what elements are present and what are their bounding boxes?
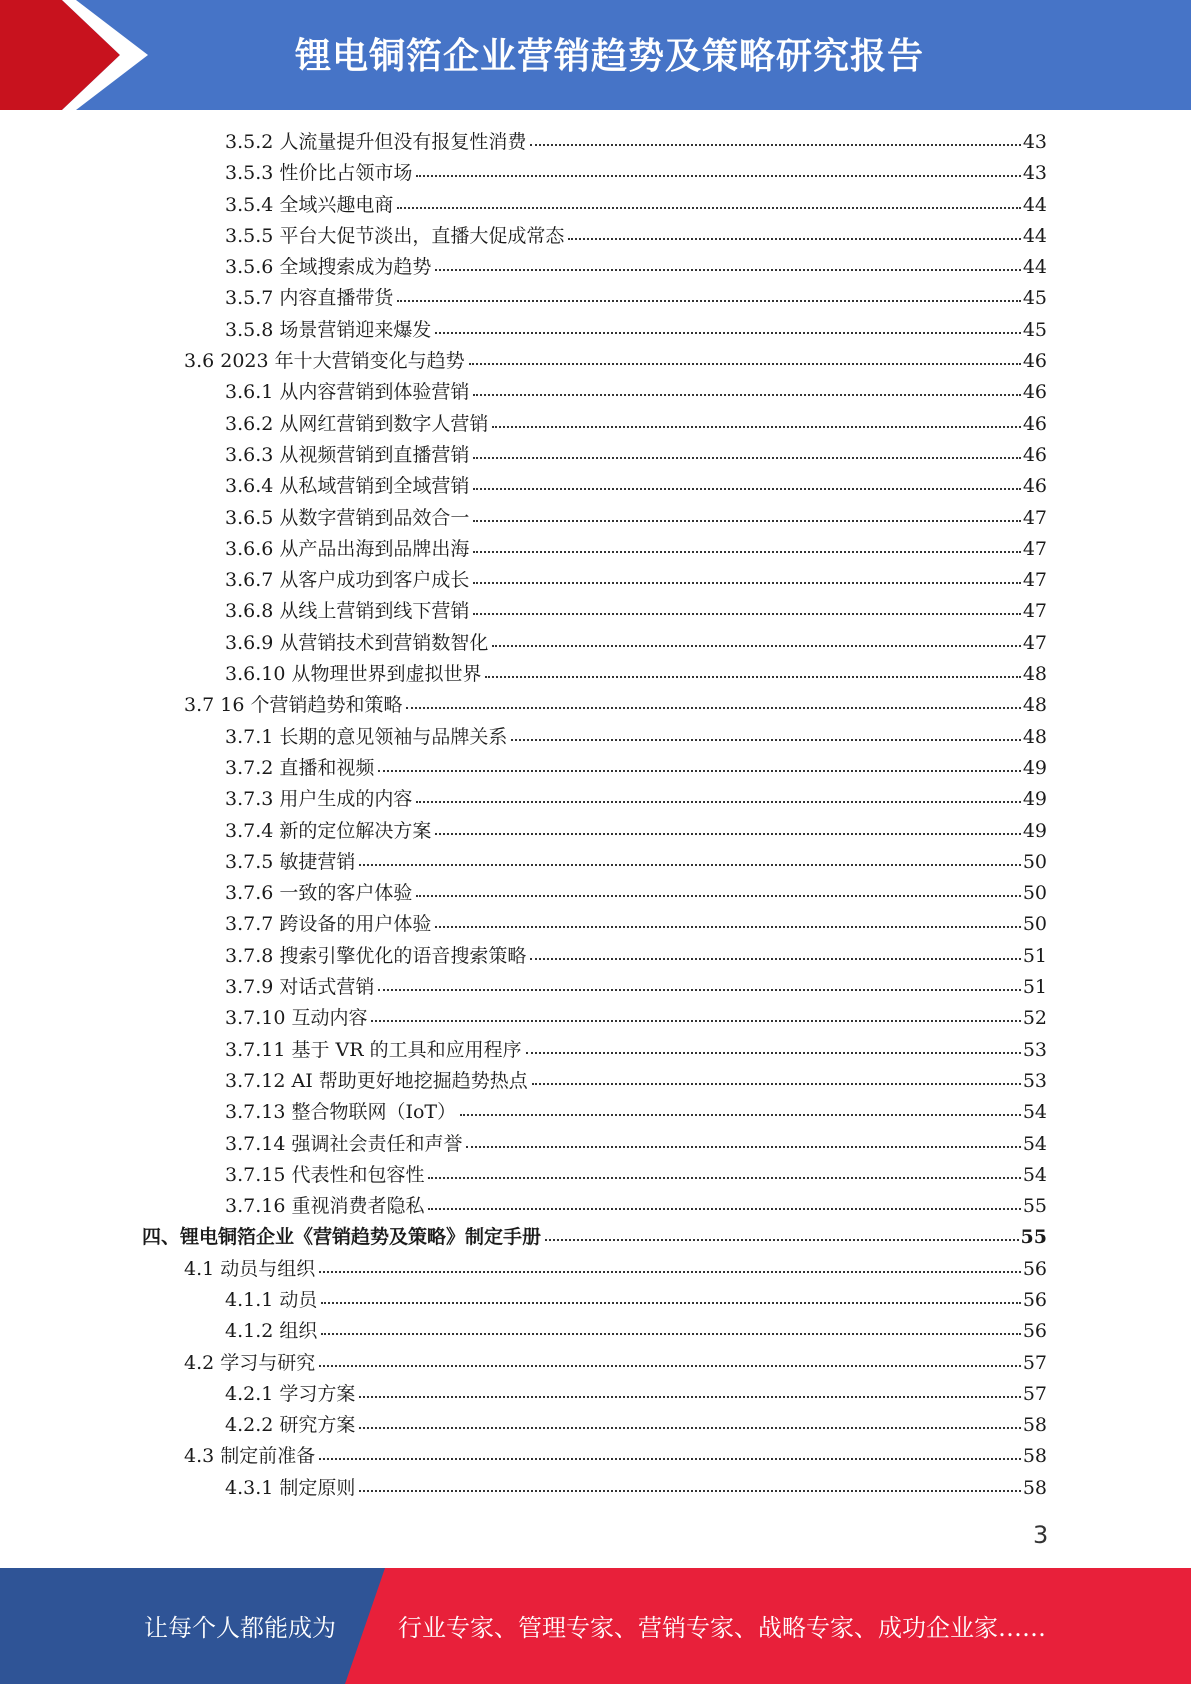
toc-entry-page: 56 [1022, 1288, 1047, 1311]
toc-entry-page: 45 [1022, 318, 1047, 341]
toc-leader-dots [428, 1186, 1021, 1210]
toc-entry-title: 3.5.6 全域搜索成为趋势 [225, 256, 432, 279]
page-footer [0, 1568, 1191, 1684]
toc-leader-dots [532, 1061, 1021, 1085]
toc-leader-dots [359, 1468, 1021, 1492]
toc-entry-title: 4.1.2 组织 [225, 1320, 318, 1343]
toc-leader-dots [466, 1124, 1021, 1148]
toc-entry-title: 3.5.8 场景营销迎来爆发 [225, 318, 432, 341]
toc-entry-title: 3.7.3 用户生成的内容 [225, 788, 413, 811]
toc-entry-page: 49 [1022, 819, 1047, 842]
toc-entry-page: 53 [1022, 1069, 1047, 1092]
toc-entry-title: 3.7.11 基于 VR 的工具和应用程序 [225, 1038, 522, 1061]
toc-leader-dots [530, 936, 1021, 960]
toc-entry-title: 3.7.15 代表性和包容性 [225, 1163, 425, 1186]
toc-entry-title: 3.7.12 AI 帮助更好地挖掘趋势热点 [225, 1069, 528, 1092]
toc-entry-page: 49 [1022, 756, 1047, 779]
toc-leader-dots [568, 216, 1021, 240]
toc-leader-dots [416, 153, 1021, 177]
footer-slogan-left: 让每个人都能成为 [144, 1614, 336, 1642]
toc-entry-page: 51 [1022, 944, 1047, 967]
page-number: 3 [1033, 1521, 1049, 1549]
toc-entry-page: 46 [1022, 381, 1047, 404]
toc-entry-title: 3.5.3 性价比占领市场 [225, 162, 413, 185]
toc-leader-dots [545, 1217, 1019, 1241]
toc-entry-page: 44 [1022, 256, 1047, 279]
toc-leader-dots [359, 842, 1021, 866]
toc-entry-title: 3.7.2 直播和视频 [225, 756, 375, 779]
toc-entry-title: 3.7.10 互动内容 [225, 1007, 368, 1030]
toc-leader-dots [397, 278, 1021, 302]
toc-entry-title: 3.6.1 从内容营销到体验营销 [225, 381, 470, 404]
toc-leader-dots [473, 498, 1021, 522]
toc-entry[interactable] [0, 1473, 1191, 1504]
toc-entry-page: 44 [1022, 193, 1047, 216]
toc-leader-dots [485, 654, 1021, 678]
toc-leader-dots [473, 466, 1021, 490]
toc-entry-title: 四、锂电铜箔企业《营销趋势及策略》制定手册 [142, 1226, 542, 1249]
toc-entry-title: 3.7.4 新的定位解决方案 [225, 819, 432, 842]
toc-entry-title: 3.7.8 搜索引擎优化的语音搜索策略 [225, 944, 527, 967]
toc-leader-dots [526, 1030, 1021, 1054]
toc-entry-page: 54 [1022, 1101, 1047, 1124]
toc-entry-page: 55 [1020, 1226, 1047, 1249]
toc-entry-title: 4.1.1 动员 [225, 1288, 318, 1311]
toc-entry-page: 56 [1022, 1320, 1047, 1343]
toc-leader-dots [378, 967, 1021, 991]
toc-entry-title: 3.7.14 强调社会责任和声誉 [225, 1132, 463, 1155]
toc-entry-title: 3.6.5 从数字营销到品效合一 [225, 506, 470, 529]
toc-leader-dots [473, 372, 1021, 396]
toc-entry-title: 4.1 动员与组织 [184, 1257, 316, 1280]
toc-entry-title: 3.5.7 内容直播带货 [225, 287, 394, 310]
toc-entry-page: 44 [1022, 224, 1047, 247]
toc-entry-title: 3.7.16 重视消费者隐私 [225, 1195, 425, 1218]
toc-entry-page: 46 [1022, 475, 1047, 498]
toc-leader-dots [359, 1405, 1021, 1429]
toc-leader-dots [321, 1311, 1021, 1335]
toc-entry-page: 46 [1022, 443, 1047, 466]
toc-leader-dots [435, 247, 1021, 271]
toc-entry-page: 58 [1022, 1414, 1047, 1437]
report-title: 锂电铜箔企业营销趋势及策略研究报告 [295, 36, 925, 77]
toc-leader-dots [530, 122, 1021, 146]
toc-leader-dots [321, 1280, 1021, 1304]
toc-leader-dots [416, 779, 1021, 803]
toc-entry-page: 50 [1022, 882, 1047, 905]
toc-entry-title: 3.6 2023 年十大营销变化与趋势 [184, 350, 465, 373]
toc-entry-page: 50 [1022, 850, 1047, 873]
toc-leader-dots [473, 591, 1021, 615]
toc-entry-page: 50 [1022, 913, 1047, 936]
toc-entry-page: 49 [1022, 788, 1047, 811]
toc-entry-page: 47 [1022, 631, 1047, 654]
toc-entry-page: 43 [1022, 131, 1047, 153]
toc-leader-dots [397, 185, 1021, 209]
toc-entry-page: 57 [1022, 1351, 1047, 1374]
toc-entry-page: 54 [1022, 1132, 1047, 1155]
toc-leader-dots [416, 873, 1021, 897]
toc-entry-title: 3.7.13 整合物联网（IoT） [225, 1101, 457, 1124]
toc-leader-dots [319, 1343, 1021, 1367]
toc-entry-title: 3.5.4 全域兴趣电商 [225, 193, 394, 216]
toc-leader-dots [359, 1374, 1021, 1398]
toc-leader-dots [378, 748, 1021, 772]
toc-entry-title: 3.6.6 从产品出海到品牌出海 [225, 537, 470, 560]
toc-leader-dots [511, 717, 1021, 741]
toc-entry-title: 3.6.9 从营销技术到营销数智化 [225, 631, 489, 654]
chevron-arrow-graphic [0, 0, 160, 110]
toc-leader-dots [473, 435, 1021, 459]
toc-entry-page: 47 [1022, 569, 1047, 592]
toc-leader-dots [435, 811, 1021, 835]
toc-leader-dots [371, 998, 1021, 1022]
toc-entry-page: 46 [1022, 350, 1047, 373]
toc-entry-page: 53 [1022, 1038, 1047, 1061]
toc-entry-page: 52 [1022, 1007, 1047, 1030]
toc-leader-dots [319, 1436, 1021, 1460]
toc-entry-title: 3.7 16 个营销趋势和策略 [184, 694, 403, 717]
toc-leader-dots [473, 529, 1021, 553]
page-header [0, 0, 1191, 110]
toc-leader-dots [435, 904, 1021, 928]
toc-entry-title: 4.3 制定前准备 [184, 1445, 316, 1468]
toc-entry-page: 55 [1022, 1195, 1047, 1218]
toc-leader-dots [469, 341, 1021, 365]
toc-entry-page: 58 [1022, 1476, 1047, 1499]
toc-entry-title: 3.7.6 一致的客户体验 [225, 882, 413, 905]
toc-leader-dots [492, 623, 1021, 647]
toc-entry-page: 56 [1022, 1257, 1047, 1280]
table-of-contents [0, 127, 1191, 1504]
toc-entry-title: 4.2.2 研究方案 [225, 1414, 356, 1437]
toc-entry-page: 43 [1022, 162, 1047, 185]
footer-slogan-right: 行业专家、管理专家、营销专家、战略专家、成功企业家…… [398, 1614, 1046, 1642]
toc-entry-page: 46 [1022, 412, 1047, 435]
toc-entry-title: 4.2.1 学习方案 [225, 1382, 356, 1405]
toc-entry-title: 3.6.10 从物理世界到虚拟世界 [225, 663, 482, 686]
toc-entry-title: 3.7.9 对话式营销 [225, 976, 375, 999]
toc-entry-title: 4.2 学习与研究 [184, 1351, 316, 1374]
toc-entry-title: 3.6.7 从客户成功到客户成长 [225, 569, 470, 592]
toc-entry-page: 48 [1022, 694, 1047, 717]
toc-entry-title: 3.6.8 从线上营销到线下营销 [225, 600, 470, 623]
toc-entry-title: 3.6.4 从私域营销到全域营销 [225, 475, 470, 498]
toc-entry-page: 48 [1022, 725, 1047, 748]
toc-leader-dots [319, 1249, 1021, 1273]
toc-entry-page: 58 [1022, 1445, 1047, 1468]
toc-entry-page: 51 [1022, 976, 1047, 999]
toc-entry-page: 45 [1022, 287, 1047, 310]
toc-entry-title: 3.5.5 平台大促节淡出，直播大促成常态 [225, 224, 565, 247]
toc-entry-title: 3.6.2 从网红营销到数字人营销 [225, 412, 489, 435]
toc-leader-dots [460, 1092, 1021, 1116]
toc-entry-page: 48 [1022, 663, 1047, 686]
toc-leader-dots [428, 1155, 1021, 1179]
toc-entry-page: 57 [1022, 1382, 1047, 1405]
toc-entry-page: 47 [1022, 600, 1047, 623]
toc-entry-title: 3.7.5 敏捷营销 [225, 850, 356, 873]
toc-entry-title: 3.7.1 长期的意见领袖与品牌关系 [225, 725, 508, 748]
toc-entry-page: 47 [1022, 506, 1047, 529]
toc-entry-title: 3.7.7 跨设备的用户体验 [225, 913, 432, 936]
toc-entry-title: 3.5.2 人流量提升但没有报复性消费 [225, 131, 527, 153]
toc-entry-page: 47 [1022, 537, 1047, 560]
toc-entry-title: 4.3.1 制定原则 [225, 1476, 356, 1499]
toc-leader-dots [492, 404, 1021, 428]
toc-entry-page: 54 [1022, 1163, 1047, 1186]
toc-leader-dots [473, 560, 1021, 584]
toc-entry-title: 3.6.3 从视频营销到直播营销 [225, 443, 470, 466]
toc-leader-dots [406, 685, 1021, 709]
toc-leader-dots [435, 310, 1021, 334]
